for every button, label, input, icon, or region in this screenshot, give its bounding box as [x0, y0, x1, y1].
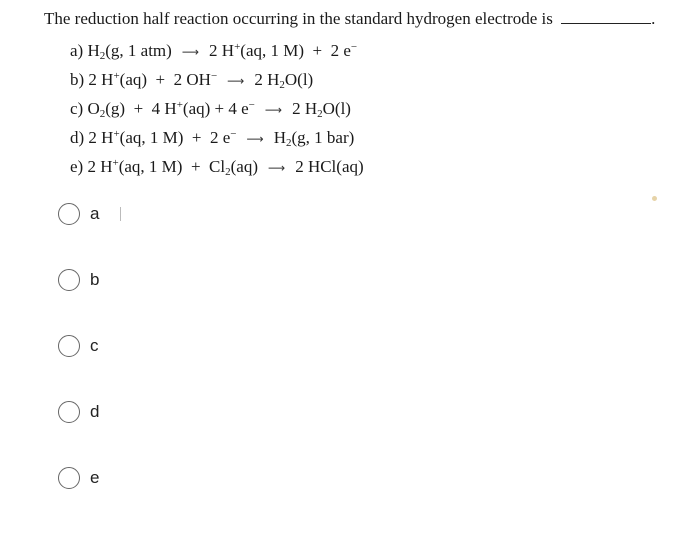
subscript: 2 [99, 108, 106, 120]
equation-label: e) [70, 157, 84, 176]
equation-text: (aq) + 4 e [182, 99, 249, 118]
question-text-line [44, 8, 692, 30]
option-label[interactable]: d [90, 402, 100, 421]
superscript: − [350, 41, 358, 53]
equation-list [70, 36, 692, 181]
subscript: 2 [225, 166, 231, 178]
subscript: 2 [99, 50, 106, 62]
superscript: − [248, 99, 255, 111]
equation-a [70, 36, 692, 65]
subscript: 2 [279, 79, 285, 91]
superscript: + [234, 41, 241, 53]
equation-text: (g, 1 bar) [291, 128, 355, 147]
equation-text: H [273, 128, 286, 147]
option-d[interactable] [58, 401, 358, 467]
equation-text: (g, 1 atm) [105, 41, 172, 60]
superscript: + [112, 157, 119, 169]
reaction-arrow-icon: ⟶ [227, 74, 245, 88]
question-end-mark: . [651, 9, 656, 28]
reaction-arrow-icon: ⟶ [267, 161, 286, 175]
subscript: 2 [317, 108, 323, 120]
equation-text: O(l) [284, 70, 314, 89]
equation-reactants [83, 157, 258, 176]
equation-products [254, 70, 313, 89]
superscript: + [113, 128, 120, 140]
option-label[interactable]: c [90, 336, 99, 355]
equation-e [70, 152, 692, 181]
question-text: The reduction half reaction occurring in the standard hydrogen electrode is [44, 9, 553, 28]
equation-reactants [84, 128, 236, 147]
reaction-arrow-icon: ⟶ [264, 103, 283, 117]
radio-button-c[interactable] [58, 335, 80, 357]
subscript: 2 [286, 137, 292, 149]
equation-c [70, 94, 692, 123]
option-e[interactable] [58, 467, 358, 533]
equation-products [295, 157, 363, 176]
radio-button-e[interactable] [58, 467, 80, 489]
equation-products [209, 41, 357, 60]
text-cursor-mark [120, 207, 121, 221]
radio-button-a[interactable] [58, 203, 80, 225]
equation-text: (aq, 1 M) + Cl [118, 157, 226, 176]
equation-text: (g) + 4 H [105, 99, 177, 118]
radio-button-d[interactable] [58, 401, 80, 423]
equation-b [70, 65, 692, 94]
equation-products [292, 99, 351, 118]
equation-text: 2 H [292, 99, 318, 118]
equation-text: 2 H [84, 70, 114, 89]
equation-products [274, 128, 355, 147]
equation-label: d) [70, 128, 85, 147]
equation-label: c) [70, 99, 84, 118]
superscript: + [176, 99, 183, 111]
equation-text: (aq, 1 M) + 2 e [119, 128, 231, 147]
equation-text: 2 H [83, 157, 113, 176]
equation-text: 2 HCl(aq) [295, 157, 364, 176]
smudge-dot [652, 196, 657, 201]
equation-label: b) [70, 70, 85, 89]
reaction-arrow-icon: ⟶ [246, 132, 264, 146]
equation-text: 2 H [84, 128, 114, 147]
superscript: − [230, 128, 237, 140]
option-b[interactable] [58, 269, 358, 335]
equation-text: O(l) [322, 99, 351, 118]
radio-button-b[interactable] [58, 269, 80, 291]
option-label[interactable]: e [90, 468, 100, 487]
option-label[interactable]: b [90, 270, 100, 289]
equation-d [70, 123, 692, 152]
option-c[interactable] [58, 335, 358, 401]
option-a[interactable] [58, 203, 358, 269]
equation-reactants [83, 41, 172, 60]
answer-blank [561, 8, 651, 24]
equation-reactants [83, 99, 255, 118]
equation-text: (aq) + 2 OH [119, 70, 211, 89]
equation-label: a) [70, 41, 84, 60]
option-label[interactable]: a [90, 204, 100, 223]
reaction-arrow-icon: ⟶ [181, 45, 200, 59]
answer-options [58, 203, 358, 533]
equation-text: 2 H [254, 70, 280, 89]
question-block [44, 8, 692, 181]
equation-text: H [83, 41, 100, 60]
equation-text: (aq) [230, 157, 258, 176]
superscript: − [210, 70, 218, 82]
equation-reactants [84, 70, 217, 89]
superscript: + [113, 70, 120, 82]
equation-text: O [83, 99, 100, 118]
equation-text: 2 H [209, 41, 235, 60]
equation-text: (aq, 1 M) + 2 e [240, 41, 351, 60]
